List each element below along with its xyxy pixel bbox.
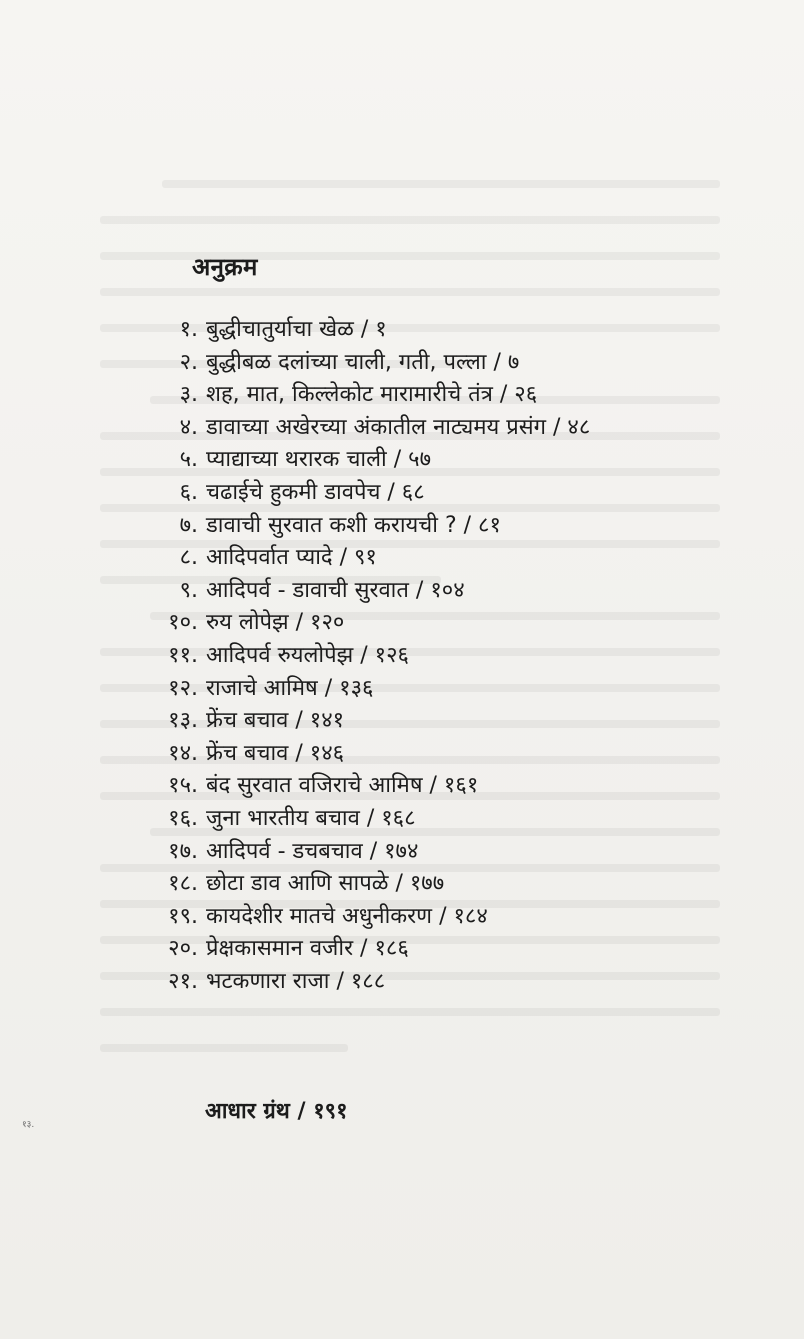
toc-entry — [150, 509, 710, 542]
toc-entry-number: ४. — [179, 414, 198, 440]
toc-entry-number: १८. — [168, 871, 198, 897]
toc-entry — [150, 672, 710, 705]
toc-entry — [150, 411, 710, 444]
toc-entry-title: शह, मात, किल्लेकोट मारामारीचे तंत्र / २६ — [206, 382, 538, 408]
toc-entry-number: ६. — [179, 479, 198, 505]
toc-entry — [150, 541, 710, 574]
table-of-contents — [150, 313, 710, 997]
toc-entry — [150, 704, 710, 737]
bibliography-entry: आधार ग्रंथ / १९१ — [205, 1099, 348, 1124]
toc-entry-number: २१. — [168, 968, 198, 994]
toc-entry-title: आदिपर्व रुयलोपेझ / १२६ — [206, 642, 409, 668]
toc-entry-number: १६. — [168, 805, 198, 831]
toc-entry-number: २. — [179, 349, 198, 375]
toc-entry-title: बंद सुरवात वजिराचे आमिष / १६१ — [206, 773, 479, 799]
toc-entry-number: १. — [179, 317, 198, 342]
toc-entry-number: ५. — [179, 447, 198, 473]
toc-entry-title: प्याद्याच्या थरारक चाली / ५७ — [206, 447, 432, 473]
toc-entry-number: ८. — [179, 545, 198, 571]
toc-entry — [150, 443, 710, 476]
toc-entry-title: आदिपर्व - डचबचाव / १७४ — [206, 838, 419, 864]
toc-entry-title: बुद्धीबळ दलांच्या चाली, गती, पल्ला / ७ — [206, 349, 520, 375]
toc-entry — [150, 639, 710, 672]
toc-entry-number: ७. — [179, 512, 198, 538]
toc-entry-number: १०. — [168, 610, 198, 636]
page-title: अनुक्रम — [192, 253, 258, 281]
toc-entry — [150, 932, 710, 965]
toc-entry-title: आदिपर्व - डावाची सुरवात / १०४ — [206, 577, 465, 603]
toc-entry-title: प्रेक्षकासमान वजीर / १८६ — [206, 936, 409, 962]
toc-entry-title: डावाच्या अखेरच्या अंकातील नाट्यमय प्रसंग / ४८ — [206, 414, 591, 440]
toc-entry — [150, 313, 710, 346]
toc-entry-number: ११. — [168, 642, 198, 668]
toc-entry-title: कायदेशीर मातचे अधुनीकरण / १८४ — [206, 903, 488, 929]
toc-entry — [150, 900, 710, 933]
toc-entry — [150, 867, 710, 900]
toc-entry-number: १९. — [168, 903, 198, 929]
toc-entry-title: जुना भारतीय बचाव / १६८ — [206, 805, 416, 831]
toc-entry-number: ९. — [179, 577, 198, 603]
toc-entry — [150, 737, 710, 770]
toc-entry-number: १४. — [168, 740, 198, 766]
toc-entry-number: १७. — [168, 838, 198, 864]
toc-entry — [150, 574, 710, 607]
toc-entry-title: छोटा डाव आणि सापळे / १७७ — [206, 871, 445, 897]
toc-entry — [150, 802, 710, 835]
toc-entry-number: १५. — [168, 773, 198, 799]
margin-mark: १३. — [22, 1120, 35, 1130]
toc-entry-number: १२. — [168, 675, 198, 701]
toc-entry — [150, 769, 710, 802]
toc-entry-title: आदिपर्वात प्यादे / ९१ — [206, 545, 377, 571]
toc-entry-title: भटकणारा राजा / १८८ — [206, 968, 386, 994]
toc-entry-title: राजाचे आमिष / १३६ — [206, 675, 374, 701]
toc-entry — [150, 378, 710, 411]
toc-entry-number: १३. — [168, 708, 198, 734]
toc-entry-number: ३. — [179, 382, 198, 408]
toc-entry-title: फ्रेंच बचाव / १४६ — [206, 740, 345, 766]
toc-entry — [150, 606, 710, 639]
toc-entry-title: चढाईचे हुकमी डावपेच / ६८ — [206, 479, 425, 505]
toc-entry — [150, 965, 710, 998]
toc-entry-title: फ्रेंच बचाव / १४१ — [206, 708, 345, 734]
toc-entry-title: डावाची सुरवात कशी करायची ? / ८१ — [206, 512, 501, 538]
toc-entry-title: बुद्धीचातुर्याचा खेळ / १ — [206, 317, 387, 342]
toc-entry-title: रुय लोपेझ / १२० — [206, 610, 345, 636]
toc-entry — [150, 835, 710, 868]
toc-entry — [150, 346, 710, 379]
toc-entry-number: २०. — [168, 936, 198, 962]
toc-entry — [150, 476, 710, 509]
